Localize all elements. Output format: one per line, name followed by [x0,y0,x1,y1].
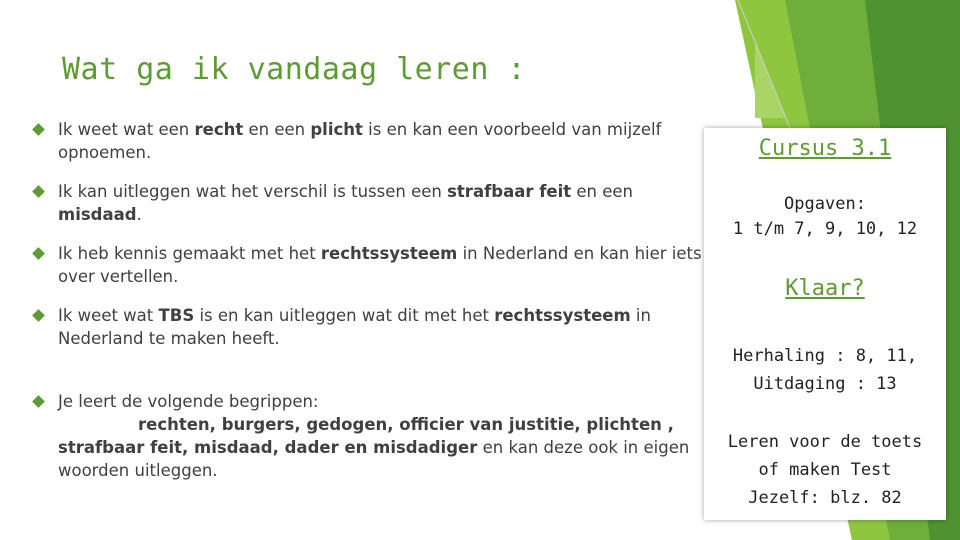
list-item: Ik weet wat TBS is en kan uitleggen wat dit met het rechtssysteem in Nederland te maken heeft. [32,304,702,350]
diamond-bullet-icon [32,123,45,136]
slide-title: Wat ga ik vandaag leren : [62,52,527,87]
list-item: Ik weet wat een recht en een plicht is en kan een voorbeeld van mijzelf opnoemen. [32,118,702,164]
done-heading: Klaar? [785,276,865,301]
learning-goals-list [32,118,702,482]
review-text: Herhaling : 8, 11, Uitdaging : 13 [732,346,918,394]
course-heading: Cursus 3.1 [758,136,892,161]
assignment-panel [704,128,946,520]
list-item: Ik heb kennis gemaakt met het rechtssysteem in Nederland en kan hier iets over vertellen. [32,242,702,288]
list-item: Je leert de volgende begrippen: rechten, burgers, gedogen, officier van justitie, plichten , strafbaar feit, misdaad, dader en misdadiger en kan deze ook in eigen woorden uitleggen. [32,390,702,482]
diamond-bullet-icon [32,247,45,260]
exercises-text: Opgaven: 1 t/m 7, 9, 10, 12 [732,194,918,239]
test-text: Leren voor de toets of maken Test Jezelf: blz. 82 [727,432,923,508]
diamond-bullet-icon [32,395,45,408]
diamond-bullet-icon [32,185,45,198]
list-item: Ik kan uitleggen wat het verschil is tussen een strafbaar feit en een misdaad. [32,180,702,226]
diamond-bullet-icon [32,309,45,322]
